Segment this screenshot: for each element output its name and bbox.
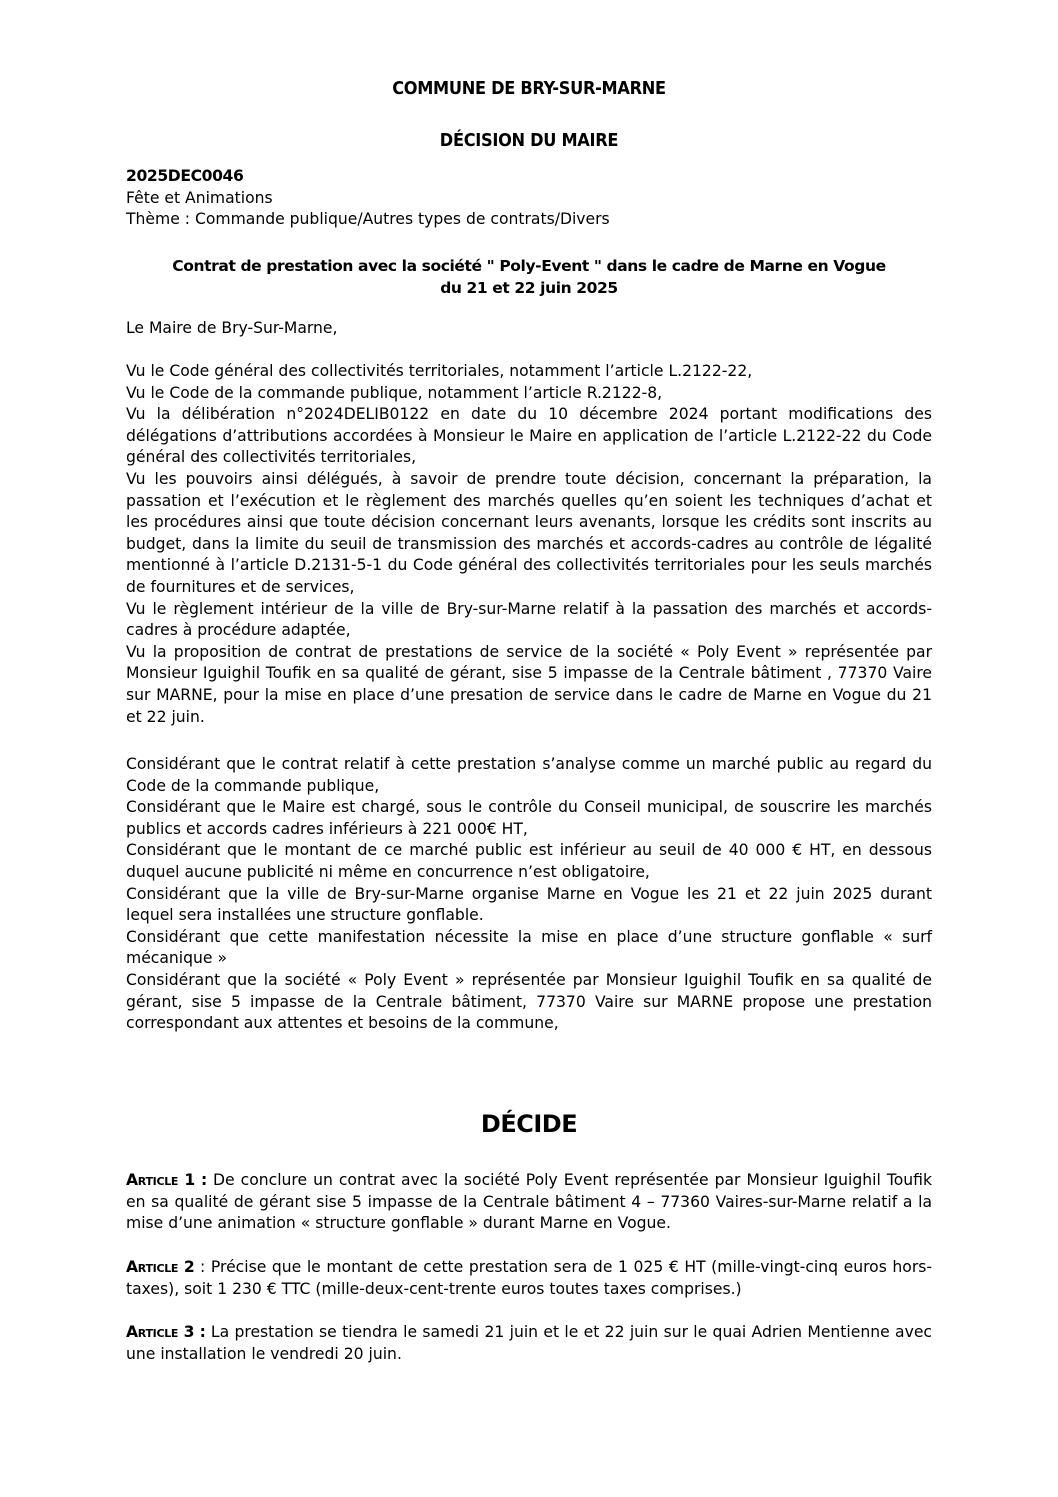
- article-3: [126, 1322, 932, 1365]
- article-2-text: : Précise que le montant de cette prestation sera de 1 025 € HT (mille-vingt-cinq euros hors-taxes), soit 1 230 € TTC (mille-deux-cent-trente euros toutes taxes comprises.): [126, 1258, 932, 1298]
- visa-item: Vu le Code général des collectivités territoriales, notamment l’article L.2122-22,: [126, 362, 753, 380]
- visa-item: Vu la délibération n°2024DELIB0122 en date du 10 décembre 2024 portant modifications des délégations d’attributions accordées à Monsieur le Maire en application de l’article L.2122-22 du Code général des collectivités territoriales,: [126, 405, 932, 467]
- visa-item: Vu les pouvoirs ainsi délégués, à savoir de prendre toute décision, concernant la préparation, la passation et l’exécution et le règlement des marchés quelles qu’en soient les techniques d’achat et les procédures ainsi que toute décision concernant leurs avenants, lorsque les crédits sont inscrits au budget, dans la limite du seuil de transmission des marchés et accords-cadres au contrôle de légalité mentionné à l’article D.2131-5-1 du Code général des collectivités territoriales pour les seuls marchés de fournitures et de services,: [126, 469, 932, 596]
- article-1: [126, 1170, 932, 1235]
- decide-title: DÉCIDE: [480, 1110, 578, 1138]
- considerant-item: Considérant que la ville de Bry-sur-Marne organise Marne en Vogue les 21 et 22 juin 2025 durant lequel sera installées une structure gonflable.: [126, 884, 932, 925]
- considerants-section: [126, 754, 932, 1035]
- decision-subject: [126, 256, 932, 299]
- article-2-label: Article 2: [126, 1258, 195, 1276]
- decision-reference: 2025DEC0046: [126, 167, 244, 185]
- decision-title: DÉCISION DU MAIRE: [439, 130, 619, 151]
- intro-line: Le Maire de Bry-Sur-Marne,: [126, 319, 338, 337]
- article-1-label: Article 1 :: [126, 1171, 207, 1189]
- visa-item: Vu le Code de la commande publique, notamment l’article R.2122-8,: [126, 383, 663, 402]
- article-3-label: Article 3 :: [126, 1323, 206, 1341]
- visas-section: [126, 361, 932, 728]
- article-1-text: De conclure un contrat avec la société Poly Event représentée par Monsieur Iguighil Toufik en sa qualité de gérant sise 5 impasse de la Centrale bâtiment 4 – 77360 Vaires-sur-Marne relatif a la mise d’une animation « structure gonflable » durant Marne en Vogue.: [126, 1171, 932, 1233]
- considerant-item: Considérant que le contrat relatif à cette prestation s’analyse comme un marché public au regard du Code de la commande publique,: [126, 755, 932, 795]
- considerant-item: Considérant que cette manifestation nécessite la mise en place d’une structure gonflable « surf mécanique »: [126, 927, 932, 968]
- article-2: [126, 1257, 932, 1300]
- visa-item: Vu la proposition de contrat de prestations de service de la société « Poly Event » représentée par Monsieur Iguighil Toufik en sa qualité de gérant, sise 5 impasse de la Centrale bâtiment , 77370 Vaire sur MARNE, pour la mise en place d’une presation de service dans le cadre de Marne en Vogue du 21 et 22 juin.: [126, 642, 932, 726]
- decision-meta: [126, 166, 932, 231]
- subject-line-1: Contrat de prestation avec la société " Poly-Event " dans le cadre de Marne en Vogue: [172, 257, 886, 275]
- commune-title: COMMUNE DE BRY-SUR-MARNE: [392, 78, 666, 99]
- subject-line-2: du 21 et 22 juin 2025: [440, 278, 618, 297]
- decision-theme: Thème : Commande publique/Autres types de contrats/Divers: [126, 210, 610, 229]
- decision-service: Fête et Animations: [126, 188, 273, 207]
- considerant-item: Considérant que le Maire est chargé, sous le contrôle du Conseil municipal, de souscrire les marchés publics et accords cadres inférieurs à 221 000€ HT,: [126, 798, 932, 838]
- visa-item: Vu le règlement intérieur de la ville de Bry-sur-Marne relatif à la passation des marchés et accords-cadres à procédure adaptée,: [126, 599, 932, 640]
- considerant-item: Considérant que le montant de ce marché public est inférieur au seuil de 40 000 € HT, en dessous duquel aucune publicité ni même en concurrence n’est obligatoire,: [126, 841, 932, 881]
- considerant-item: Considérant que la société « Poly Event » représentée par Monsieur Iguighil Toufik en sa qualité de gérant, sise 5 impasse de la Centrale bâtiment, 77370 Vaire sur MARNE propose une prestation correspondant aux attentes et besoins de la commune,: [126, 970, 932, 1033]
- article-3-text: La prestation se tiendra le samedi 21 juin et le et 22 juin sur le quai Adrien Mentienne avec une installation le vendredi 20 juin.: [126, 1323, 932, 1363]
